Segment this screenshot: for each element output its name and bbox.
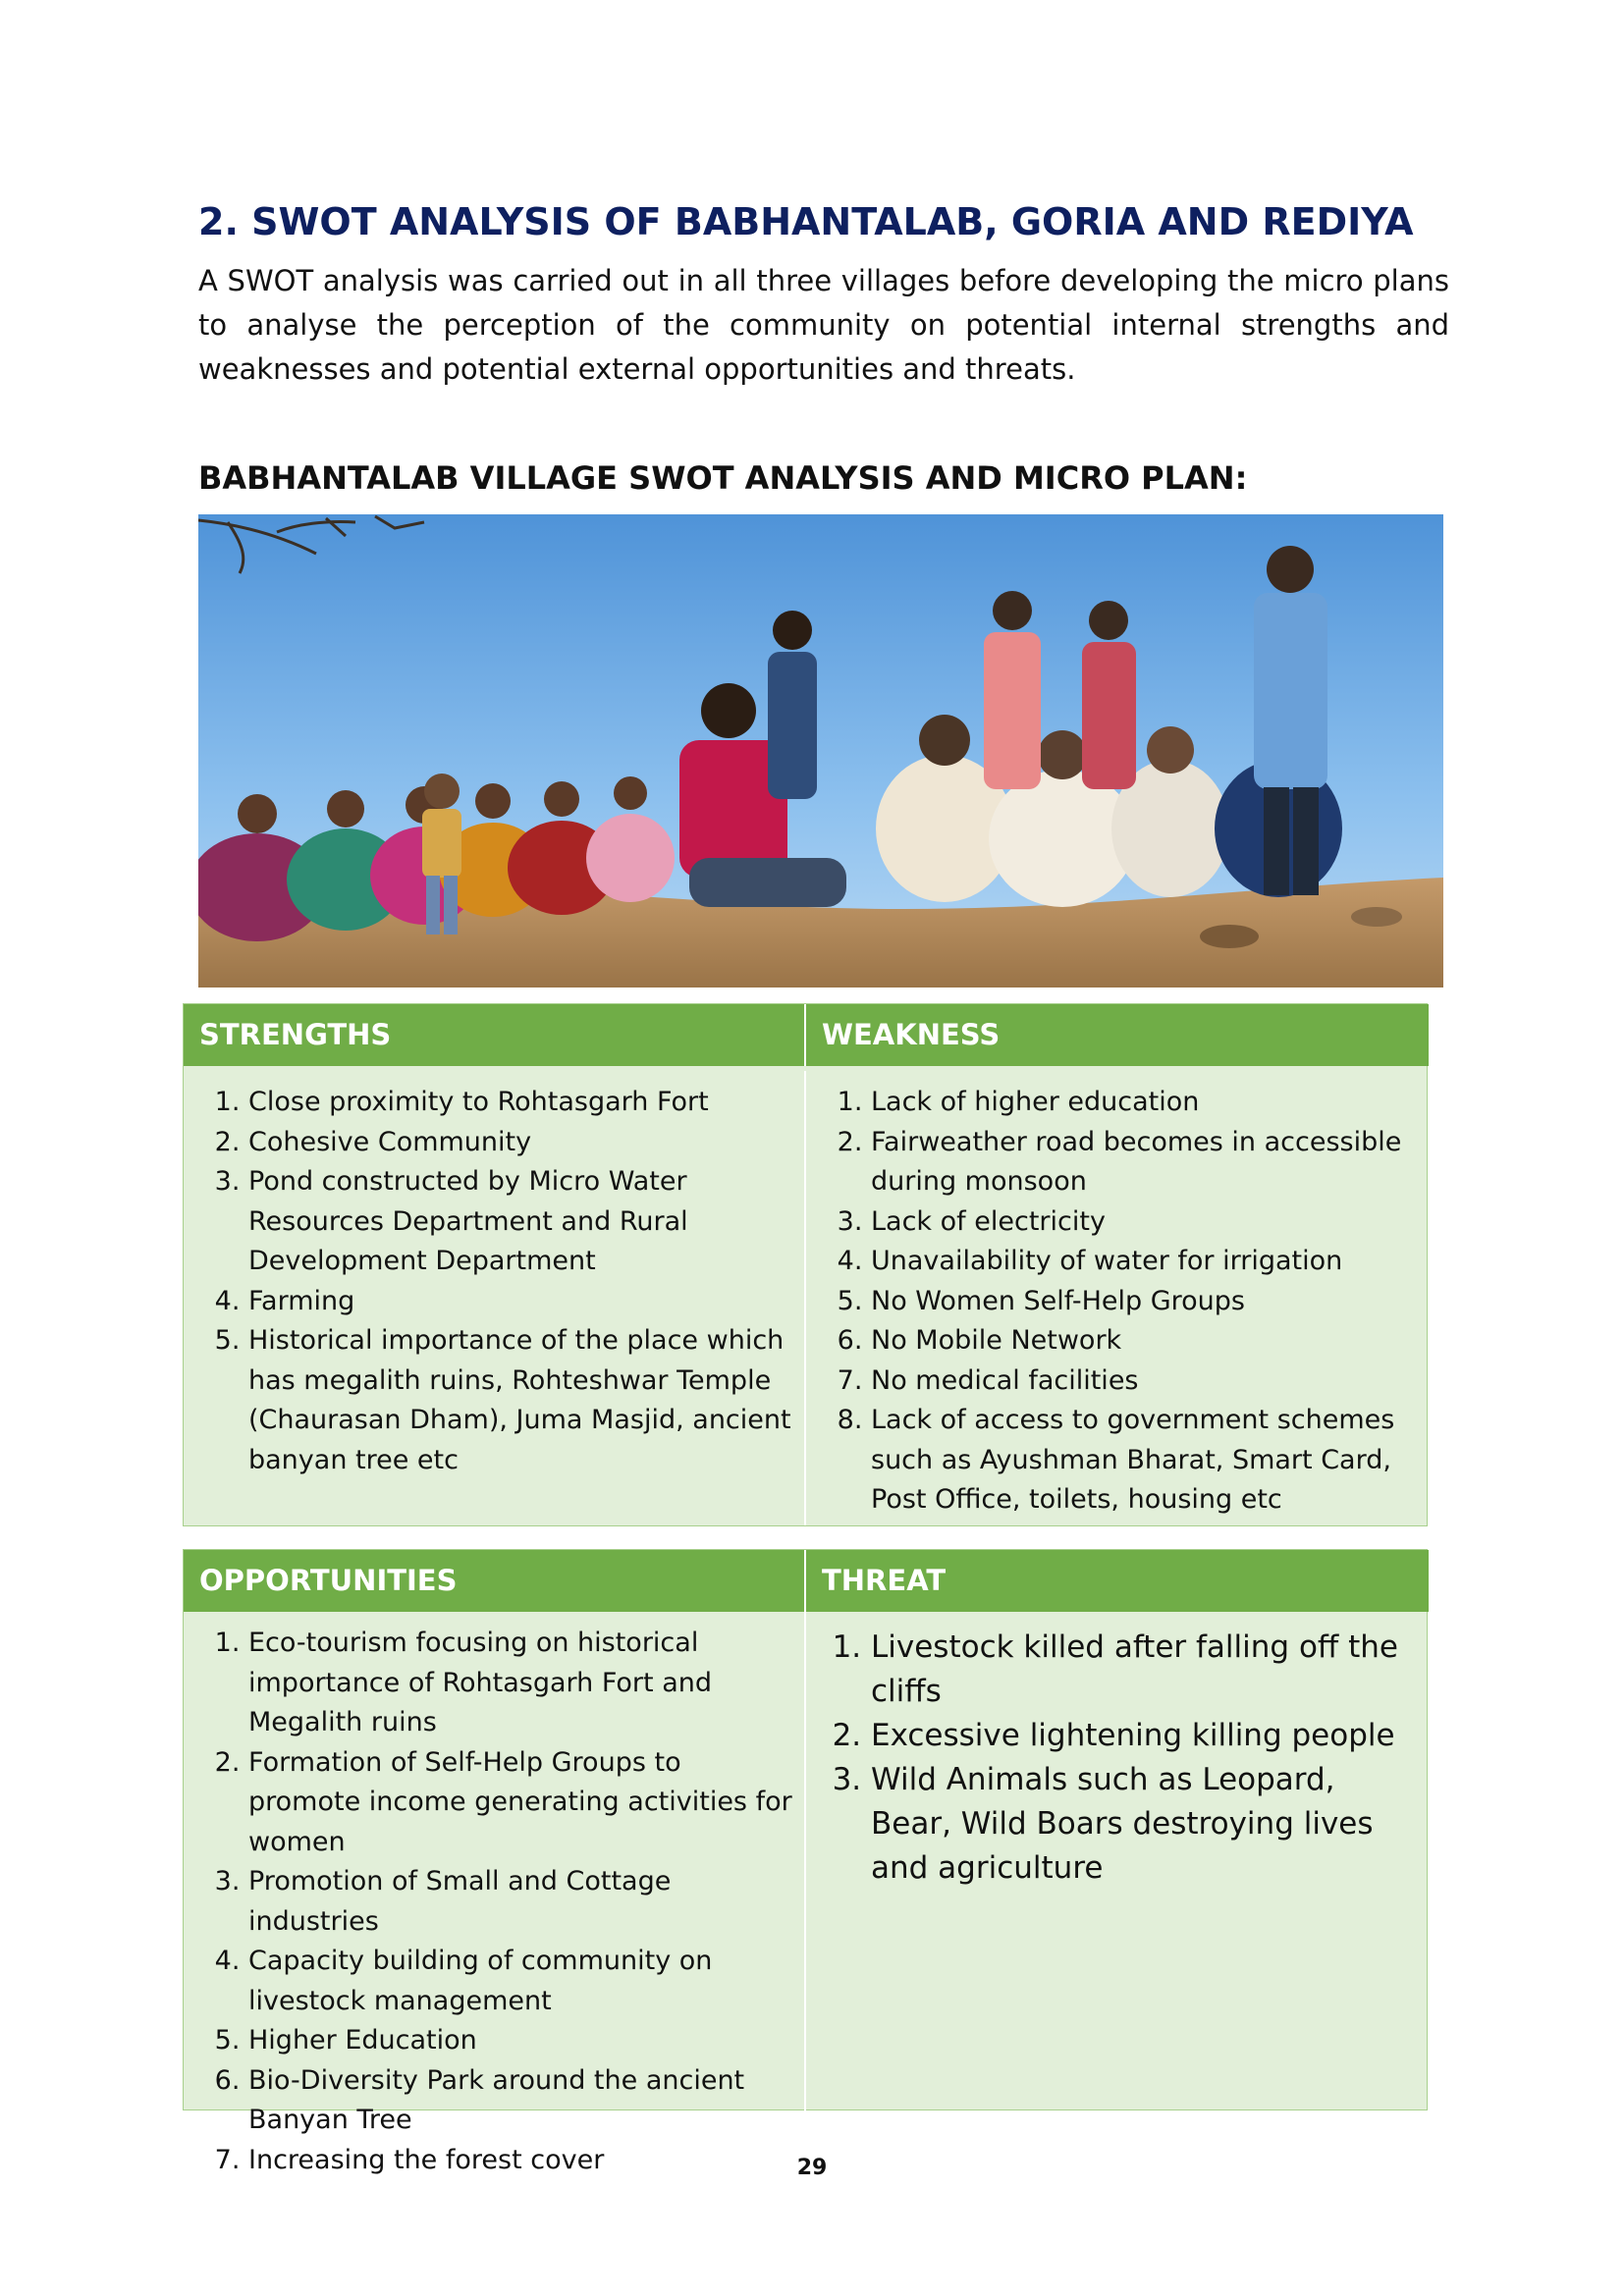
list-item: 1. Livestock killed after falling off the cliffs: [871, 1626, 1417, 1714]
threat-header: THREAT: [804, 1550, 1429, 1612]
weakness-header: WEAKNESS: [804, 1004, 1429, 1066]
list-item: 3. Lack of electricity: [871, 1202, 1417, 1243]
list-item: 4. Unavailability of water for irrigation: [871, 1242, 1417, 1282]
threat-cell: [804, 1612, 1429, 2180]
list-item: 3. Promotion of Small and Cottage industries: [248, 1862, 792, 1942]
strengths-header: STRENGTHS: [184, 1004, 804, 1066]
list-item: 7. Increasing the forest cover: [248, 2141, 792, 2181]
strengths-list: [199, 1083, 792, 1480]
list-item: 3. Pond constructed by Micro Water Resources Department and Rural Development Department: [248, 1162, 792, 1282]
list-item: 6. No Mobile Network: [871, 1321, 1417, 1362]
list-item: 2. Formation of Self-Help Groups to promote income generating activities for women: [248, 1743, 792, 1863]
opportunities-header: OPPORTUNITIES: [184, 1550, 804, 1612]
list-item: 3. Wild Animals such as Leopard, Bear, Wild Boars destroying lives and agriculture: [871, 1758, 1417, 1891]
page-number: 29: [796, 2156, 828, 2180]
list-item: 5. Historical importance of the place which has megalith ruins, Rohteshwar Temple (Chaurasan Dham), Juma Masjid, ancient banyan tree etc: [248, 1321, 792, 1480]
list-item: 1. Close proximity to Rohtasgarh Fort: [248, 1083, 792, 1123]
list-item: 5. Higher Education: [248, 2021, 792, 2061]
list-item: 8. Lack of access to government schemes such as Ayushman Bharat, Smart Card, Post Office, toilets, housing etc: [871, 1401, 1417, 1521]
list-item: 4. Farming: [248, 1282, 792, 1322]
strengths-cell: [184, 1071, 804, 1525]
swot-table-strengths-weakness: [183, 1003, 1428, 1526]
list-item: 7. No medical facilities: [871, 1362, 1417, 1402]
weakness-list: [822, 1083, 1417, 1521]
opportunities-list: [199, 1624, 792, 2180]
intro-paragraph: A SWOT analysis was carried out in all three villages before developing the micro plans to analyse the perception of the community on potential internal strengths and weaknesses and potential external opportunities and threats.: [198, 264, 1449, 386]
list-item: 2. Excessive lightening killing people: [871, 1714, 1417, 1758]
list-item: 1. Lack of higher education: [871, 1083, 1417, 1123]
list-item: 2. Cohesive Community: [248, 1123, 792, 1163]
opportunities-cell: [184, 1612, 804, 2180]
list-item: 6. Bio-Diversity Park around the ancient Banyan Tree: [248, 2061, 792, 2141]
village-heading: BABHANTALAB VILLAGE SWOT ANALYSIS AND MICRO PLAN:: [198, 459, 1248, 497]
weakness-cell: [804, 1071, 1429, 1525]
list-item: 1. Eco-tourism focusing on historical importance of Rohtasgarh Fort and Megalith ruins: [248, 1624, 792, 1743]
list-item: 2. Fairweather road becomes in accessible during monsoon: [871, 1123, 1417, 1202]
list-item: 5. No Women Self-Help Groups: [871, 1282, 1417, 1322]
community-meeting-photo: [198, 514, 1443, 988]
list-item: 4. Capacity building of community on livestock management: [248, 1942, 792, 2021]
threat-list: [822, 1626, 1417, 1891]
section-title: 2. SWOT ANALYSIS OF BABHANTALAB, GORIA AND REDIYA: [198, 200, 1414, 243]
